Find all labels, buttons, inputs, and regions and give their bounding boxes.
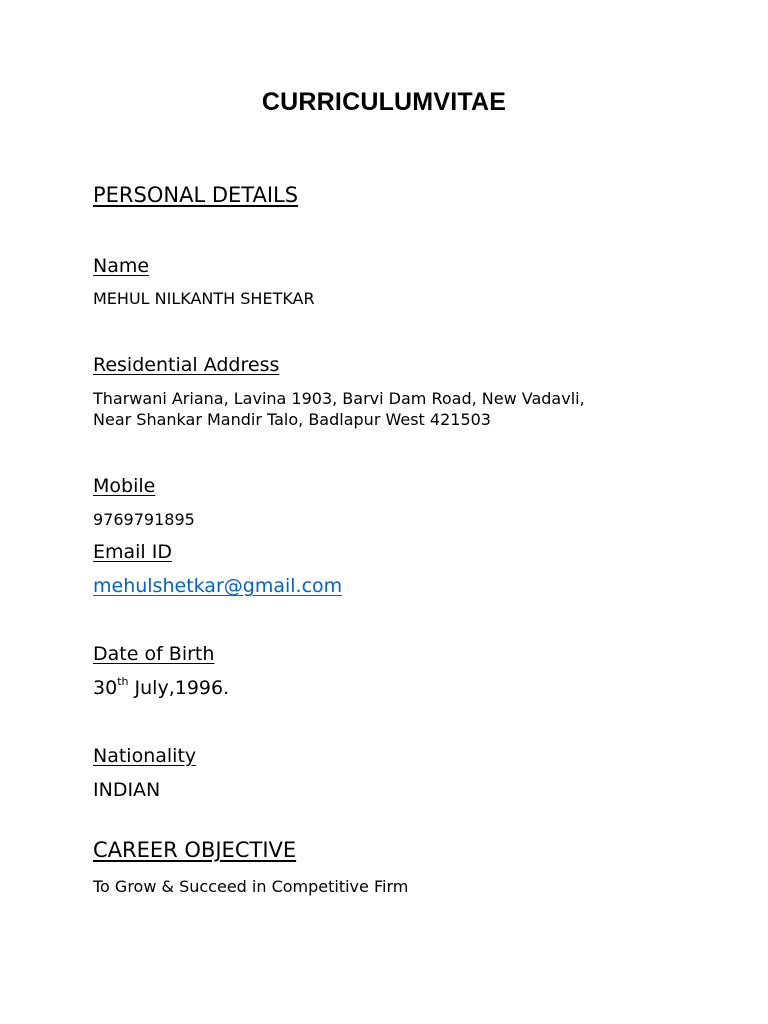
dob-day: 30 — [93, 677, 118, 699]
career-objective-heading: CAREER OBJECTIVE — [93, 838, 297, 862]
dob-value — [93, 677, 229, 699]
career-objective-text: To Grow & Succeed in Competitive Firm — [93, 877, 409, 896]
email-label: Email ID — [93, 541, 172, 563]
name-label: Name — [93, 255, 150, 277]
mobile-label: Mobile — [93, 475, 156, 497]
dob-label: Date of Birth — [93, 643, 215, 665]
email-link[interactable]: mehulshetkar@gmail.com — [93, 575, 343, 597]
name-value: MEHUL NILKANTH SHETKAR — [93, 289, 315, 308]
nationality-label: Nationality — [93, 745, 197, 767]
mobile-value: 9769791895 — [93, 510, 195, 529]
personal-details-heading: PERSONAL DETAILS — [93, 183, 299, 207]
address-label: Residential Address — [93, 354, 280, 376]
dob-ordinal-suffix: th — [117, 675, 129, 688]
address-line-2: Near Shankar Mandir Talo, Badlapur West 421503 — [93, 410, 491, 429]
dob-month-year: July,1996. — [128, 677, 230, 699]
nationality-value: INDIAN — [93, 779, 161, 801]
address-line-1: Tharwani Ariana, Lavina 1903, Barvi Dam Road, New Vadavli, — [93, 389, 585, 408]
document-title: CURRICULUMVITAE — [261, 88, 507, 116]
